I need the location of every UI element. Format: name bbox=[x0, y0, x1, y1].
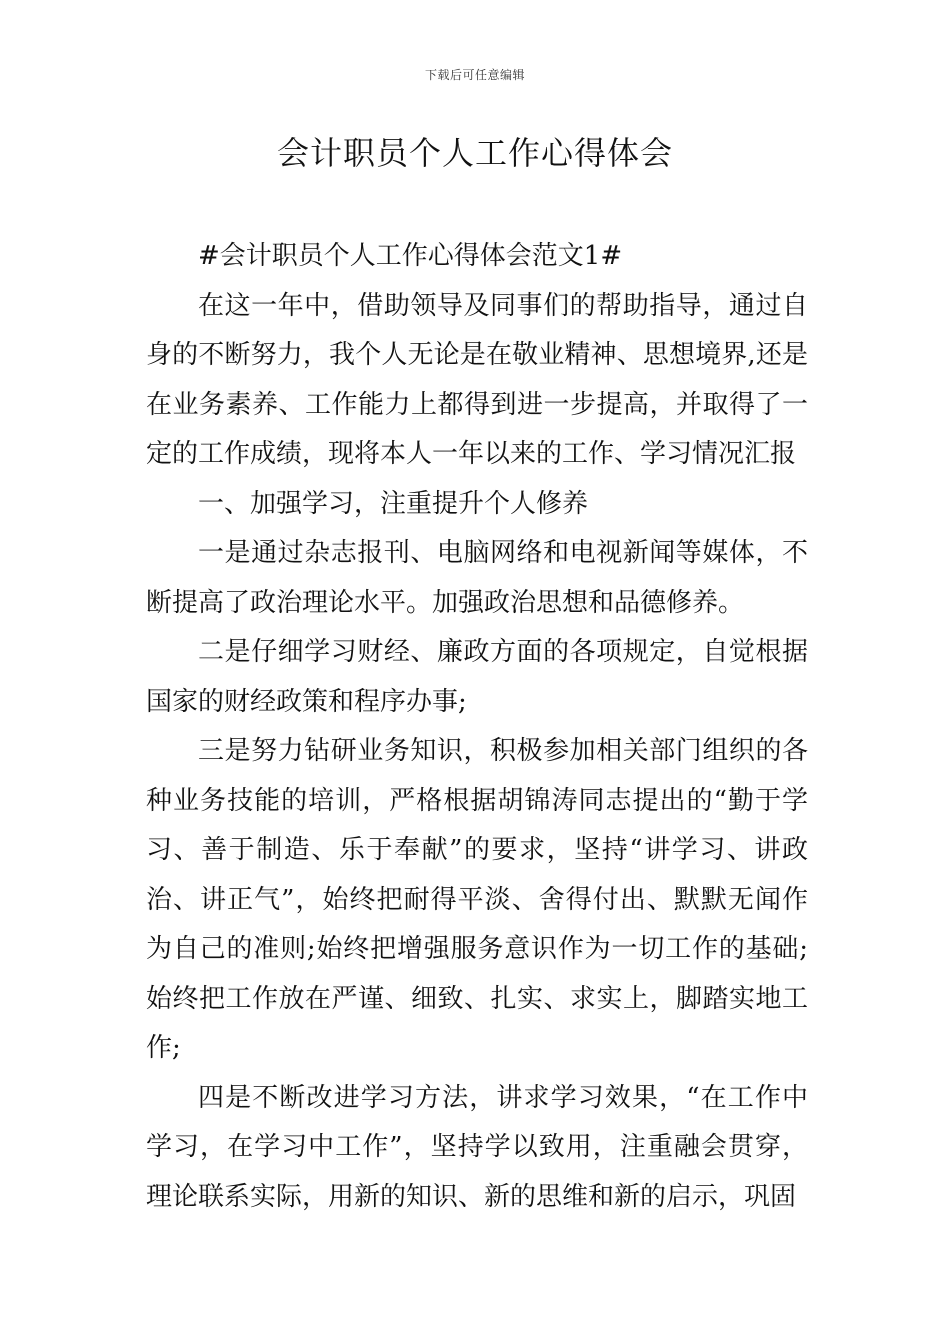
paragraph-point-three: 三是努力钻研业务知识，积极参加相关部门组织的各种业务技能的培训，严格根据胡锦涛同志提出的“勤于学习、善于制造、乐于奉献”的要求，坚持“讲学习、讲政治、讲正气”，始终把耐得平淡、舍得付出、默默无闻作为自己的准则;始终把增强服务意识作为一切工作的基础;始终把工作放在严谨、细致、扎实、求实上，脚踏实地工作; bbox=[146, 736, 808, 1063]
document-title: 会计职员个人工作心得体会 bbox=[276, 134, 673, 172]
section-heading-learning: 一、加强学习，注重提升个人修养 bbox=[198, 488, 589, 519]
paragraph-point-two: 二是仔细学习财经、廉政方面的各项规定，自觉根据国家的财经政策和程序办事; bbox=[146, 637, 808, 717]
paragraph-point-four: 四是不断改进学习方法，讲求学习效果，“在工作中学习，在学习中工作”，坚持学以致用，注重融会贯穿，理论联系实际，用新的知识、新的思维和新的启示，巩固 bbox=[146, 1082, 808, 1212]
section-heading-sample-1: #会计职员个人工作心得体会范文1# bbox=[198, 241, 623, 271]
header-note: 下载后可任意编辑 bbox=[424, 68, 525, 82]
document-body bbox=[146, 232, 808, 1222]
paragraph-intro: 在这一年中，借助领导及同事们的帮助指导，通过自身的不断努力，我个人无论是在敬业精神、思想境界,还是在业务素养、工作能力上都得到进一步提高，并取得了一定的工作成绩，现将本人一年以来的工作、学习情况汇报 bbox=[146, 290, 808, 469]
paragraph-point-one: 一是通过杂志报刊、电脑网络和电视新闻等媒体，不断提高了政治理论水平。加强政治思想和品德修养。 bbox=[146, 538, 808, 618]
